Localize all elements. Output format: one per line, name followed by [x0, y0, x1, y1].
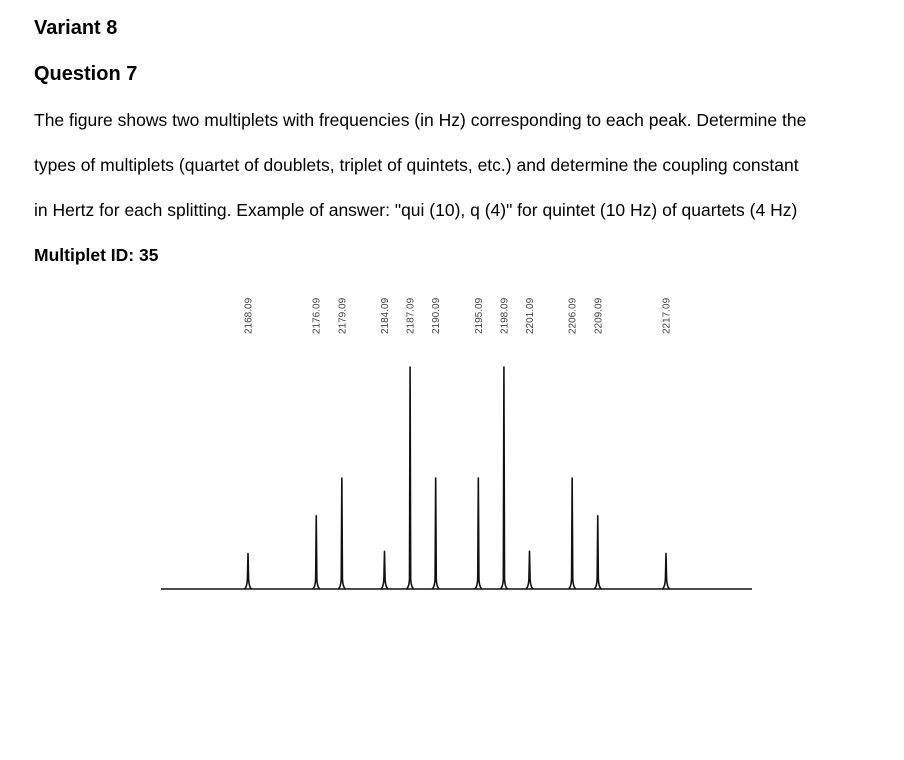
- peak-frequency-label: 2176.09: [311, 297, 323, 334]
- question-heading: Question 7: [34, 63, 138, 85]
- spectrum-peak: [381, 551, 388, 589]
- peak-frequency-label: 2179.09: [337, 297, 349, 334]
- question-text-line-1: The figure shows two multiplets with frequencies (in Hz) corresponding to each peak. Determine the: [34, 110, 807, 130]
- peak-frequency-label: 2201.09: [525, 297, 537, 334]
- spectrum-peak: [475, 478, 482, 589]
- spectrum-peak: [313, 516, 320, 589]
- spectrum-peak: [338, 478, 345, 589]
- spectrum-peak: [432, 478, 439, 589]
- question-text-line-3: in Hertz for each splitting. Example of answer: "qui (10), q (4)" for quintet (10 Hz) of quartets (4 Hz): [34, 200, 798, 220]
- peak-frequency-label: 2198.09: [499, 297, 511, 334]
- peak-frequency-label: 2190.09: [431, 297, 443, 334]
- variant-heading: Variant 8: [34, 17, 118, 39]
- spectrum-peak: [500, 367, 507, 589]
- spectrum-peak: [245, 553, 252, 589]
- spectrum-peak: [594, 516, 601, 589]
- peak-frequency-label: 2168.09: [243, 297, 255, 334]
- spectrum-peak: [407, 367, 414, 589]
- spectrum-peak: [663, 553, 670, 589]
- spectrum-peak: [526, 551, 533, 589]
- peak-frequency-label: 2206.09: [567, 297, 579, 334]
- peak-frequency-label: 2195.09: [473, 297, 485, 334]
- question-text-line-2: types of multiplets (quartet of doublets, triplet of quintets, etc.) and determine the coupling constant: [34, 155, 799, 175]
- peak-frequency-label: 2184.09: [379, 297, 391, 334]
- peak-frequency-label: 2187.09: [405, 297, 417, 334]
- multiplet-id: Multiplet ID: 35: [34, 245, 159, 265]
- peak-frequency-label: 2217.09: [661, 297, 673, 334]
- peak-frequency-label: 2209.09: [593, 297, 605, 334]
- spectrum-peak: [569, 478, 576, 589]
